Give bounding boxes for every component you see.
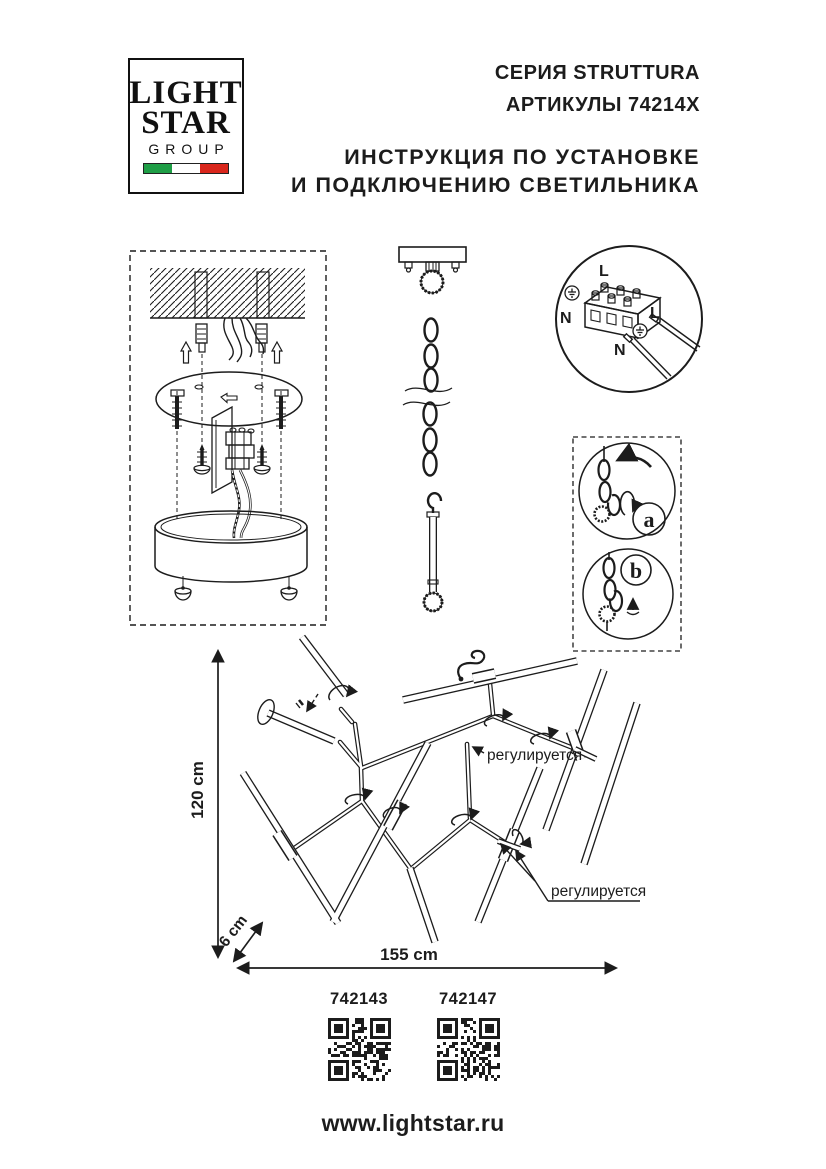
detail-a-label: a (643, 507, 655, 532)
chandelier-structure (243, 637, 646, 942)
chain (403, 319, 452, 476)
adjustable-label: регулируется (487, 747, 583, 764)
canopy-drum (155, 511, 307, 582)
width-dimension-label: 155 cm (380, 945, 438, 964)
twist-arrow-icon (620, 492, 634, 515)
detail-b-label: b (629, 558, 643, 583)
cap-nut-right (281, 576, 297, 600)
articles-title: АРТИКУЛЫ 74214X (505, 94, 700, 116)
detail-b-circle (583, 549, 673, 639)
tapping-screw-right (254, 354, 270, 474)
series-title: СЕРИЯ STRUTTURA (494, 62, 700, 84)
suspension-rod (424, 493, 442, 611)
up-arrow-icon (181, 342, 191, 363)
socket-cap (254, 697, 277, 726)
ceiling-bracket (399, 247, 466, 293)
logo-word-group: GROUP (148, 141, 230, 157)
ceiling-hatch (150, 268, 305, 318)
detail-a-circle (579, 443, 675, 539)
long-screw-left (171, 390, 184, 522)
website-url: www.lightstar.ru (321, 1110, 505, 1136)
connector-rods (290, 684, 573, 868)
long-screw-right (275, 390, 288, 522)
instruction-title-line1: ИНСТРУКЦИЯ ПО УСТАНОВКЕ (344, 145, 700, 169)
neutral-label: N (560, 310, 572, 327)
earth-symbol-icon (565, 286, 579, 300)
supply-wires (624, 314, 700, 379)
rotate-arrow-icon (618, 457, 651, 467)
logo-word-light: LIGHT (129, 75, 243, 111)
suspension-parts-diagram (399, 247, 466, 611)
qr-code-icon (437, 1018, 500, 1081)
tapping-screw-left (194, 354, 210, 474)
plate-slot-arrow-icon (221, 394, 237, 403)
adjustable-label: регулируется (551, 883, 647, 900)
product-qr-1 (327, 990, 391, 1086)
qr-code-icon (328, 1018, 391, 1081)
live-label: L (599, 263, 609, 280)
height-dimension-label: 120 cm (188, 761, 207, 819)
adjustable-callout-1 (473, 747, 582, 764)
product-qr-2 (436, 990, 500, 1086)
neutral-label: N (614, 342, 626, 359)
wiring-detail-circle (556, 246, 702, 392)
depth-dimension-label: 6 cm (215, 912, 252, 951)
coupling-sleeves (277, 674, 596, 860)
cord-grommet (459, 677, 464, 682)
article-number: 742147 (438, 990, 498, 1008)
instruction-title-line2: И ПОДКЛЮЧЕНИЮ СВЕТИЛЬНИКА (291, 173, 700, 197)
adjustable-callout-2 (501, 844, 646, 901)
terminal-block-3d (585, 283, 660, 338)
earth-symbol-icon (633, 324, 647, 338)
article-number: 742143 (329, 990, 389, 1008)
chain-adjust-details (573, 437, 681, 651)
up-arrow-icon (272, 342, 282, 363)
twist-mark (627, 612, 639, 615)
tube-mounting-hint (296, 694, 318, 711)
ceiling-mount-diagram (130, 251, 326, 625)
live-label: L (650, 305, 660, 322)
logo-word-star: STAR (141, 105, 231, 141)
wall-anchor-left (196, 324, 207, 352)
